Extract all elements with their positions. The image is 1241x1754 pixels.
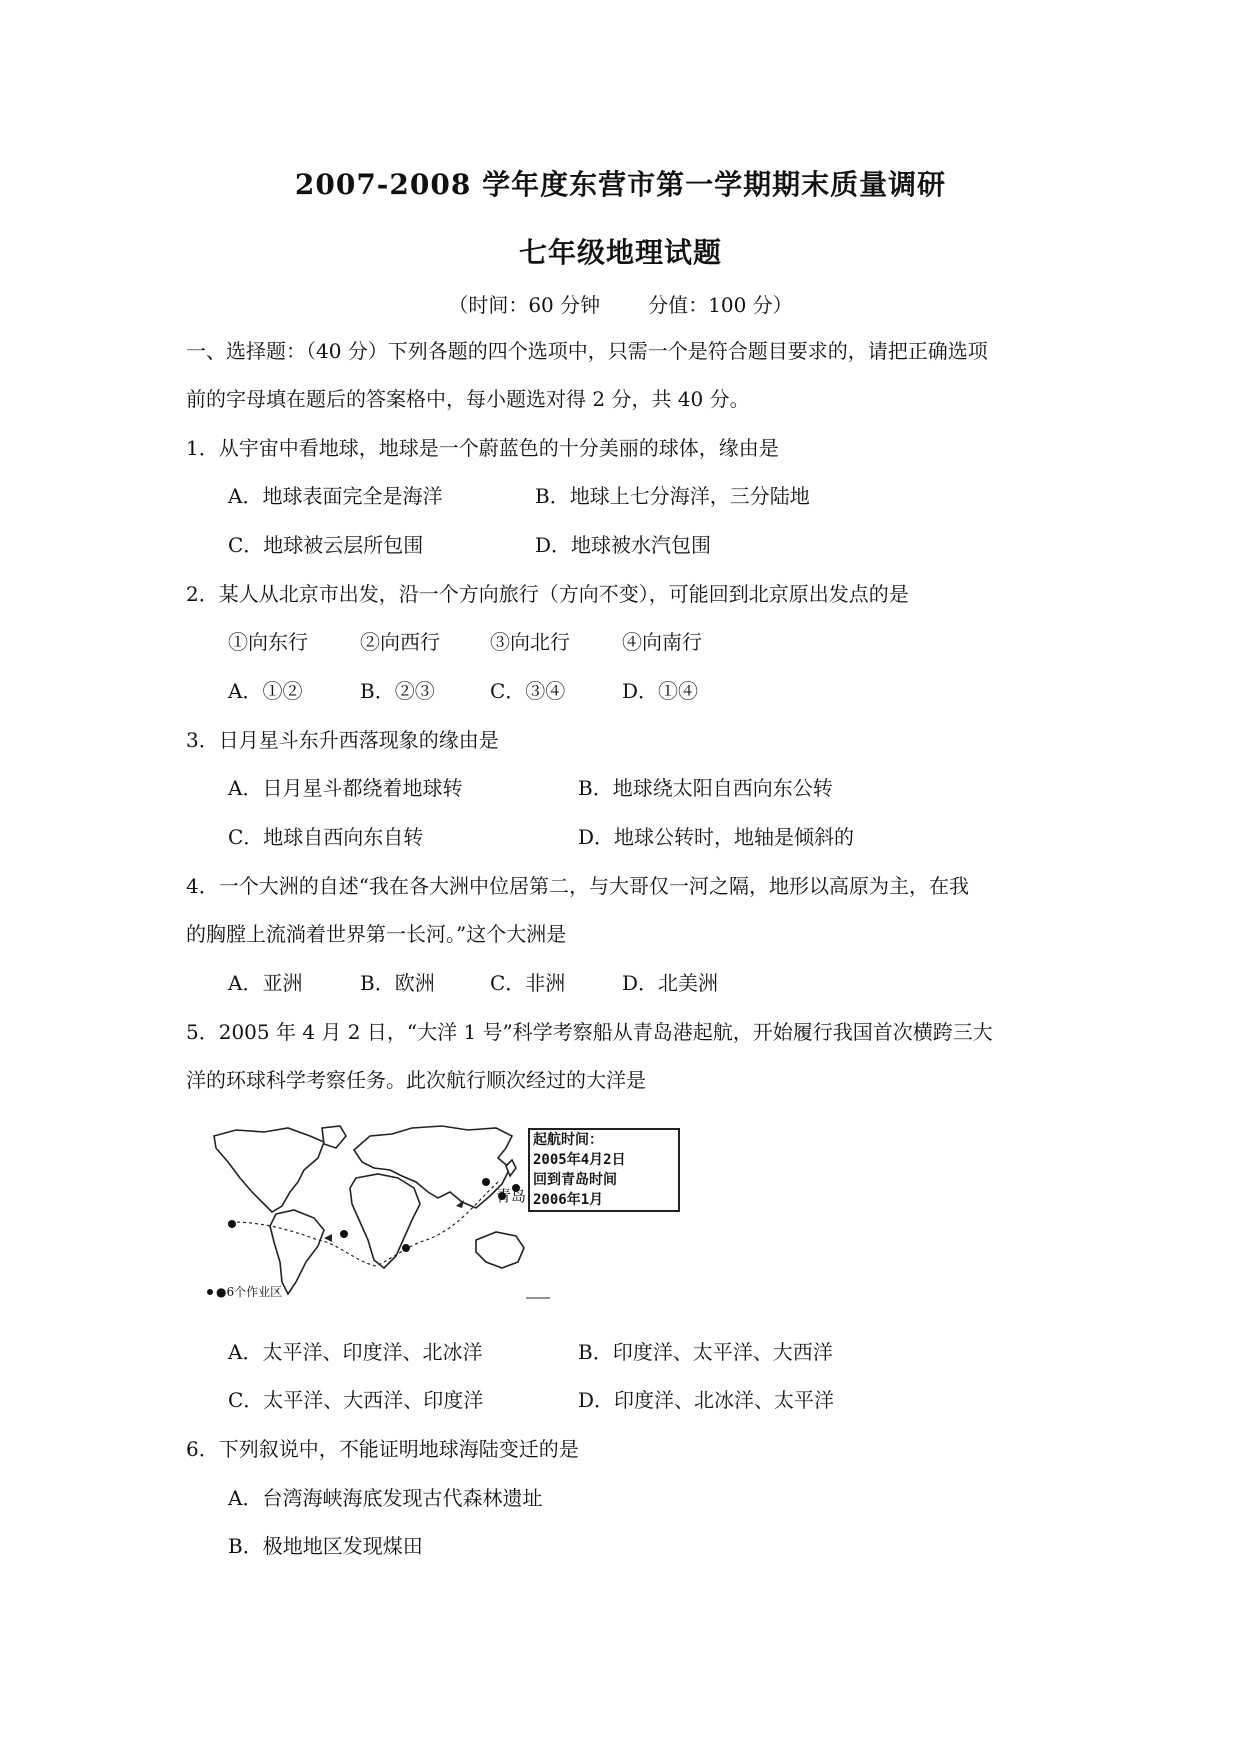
- question-1-stem: 1．从宇宙中看地球，地球是一个蔚蓝色的十分美丽的球体，缘由是: [186, 436, 779, 460]
- box-line-1: 起航时间：: [533, 1132, 603, 1148]
- question-2-choice-1: ①向东行: [228, 630, 308, 654]
- question-4-option-d: D．北美洲: [622, 971, 719, 995]
- question-3-stem: 3．日月星斗东升西落现象的缘由是: [186, 728, 499, 752]
- question-3-option-b: B．地球绕太阳自西向东公转: [578, 776, 833, 800]
- exam-subtitle: 七年级地理试题: [518, 236, 722, 269]
- exam-score: 分值：100 分）: [648, 293, 793, 317]
- question-2-stem: 2．某人从北京市出发，沿一个方向旅行（方向不变），可能回到北京原出发点的是: [186, 582, 909, 606]
- box-line-4: 2006年1月: [533, 1192, 604, 1208]
- question-2-choice-3: ③向北行: [490, 630, 570, 654]
- map-legend: ●6个作业区: [216, 1285, 283, 1299]
- question-4-option-c: C．非洲: [490, 971, 566, 995]
- question-5-stem-line1: 5．2005 年 4 月 2 日，“大洋 1 号”科学考察船从青岛港起航，开始履行我国首次横跨三大: [186, 1020, 993, 1044]
- question-4-option-a: A．亚洲: [228, 971, 303, 995]
- qingdao-label: 青岛: [496, 1187, 527, 1205]
- work-area-dot: [340, 1230, 348, 1238]
- africa-shape: [350, 1174, 420, 1268]
- australia-shape: [476, 1232, 524, 1268]
- exam-title: 2007-2008 学年度东营市第一学期期末质量调研: [294, 168, 947, 201]
- question-4-stem-line1: 4．一个大洲的自述“我在各大洲中位居第二，与大哥仅一河之隔，地形以高原为主，在我: [186, 874, 969, 898]
- question-4-option-b: B．欧洲: [360, 971, 435, 995]
- question-1-option-c: C．地球被云层所包围: [228, 533, 424, 557]
- question-3-option-d: D．地球公转时，地轴是倾斜的: [578, 825, 855, 849]
- question-1-option-b: B．地球上七分海洋，三分陆地: [535, 484, 810, 508]
- section-instruction-line2: 前的字母填在题后的答案格中，每小题选对得 2 分，共 40 分。: [186, 387, 750, 411]
- question-2-choice-4: ④向南行: [622, 630, 702, 654]
- box-line-3: 回到青岛时间: [533, 1172, 617, 1188]
- question-6-stem: 6．下列叙说中，不能证明地球海陆变迁的是: [186, 1437, 579, 1461]
- question-5-option-a: A．太平洋、印度洋、北冰洋: [228, 1340, 483, 1364]
- box-line-2: 2005年4月2日: [533, 1152, 626, 1168]
- work-area-dot: [482, 1178, 490, 1186]
- question-4-stem-line2: 的胸膛上流淌着世界第一长河。”这个大洲是: [186, 922, 567, 946]
- question-3-option-c: C．地球自西向东自转: [228, 825, 424, 849]
- exam-meta: [0, 289, 1241, 318]
- question-6-option-b: B．极地地区发现煤田: [228, 1534, 423, 1558]
- question-2-choice-2: ②向西行: [360, 630, 440, 654]
- question-5-stem-line2: 洋的环球科学考察任务。此次航行顺次经过的大洋是: [186, 1068, 646, 1092]
- question-2-option-a: A．①②: [228, 679, 303, 703]
- question-5-option-d: D．印度洋、北冰洋、太平洋: [578, 1388, 835, 1412]
- work-area-dot: [228, 1220, 236, 1228]
- route-arrow-2: [324, 1234, 332, 1242]
- north-america-shape: [214, 1128, 324, 1212]
- question-1-option-d: D．地球被水汽包围: [535, 533, 712, 557]
- question-2-option-d: D．①④: [622, 679, 699, 703]
- question-1-option-a: A．地球表面完全是海洋: [228, 484, 443, 508]
- legend-dot: [207, 1289, 213, 1295]
- question-5-option-c: C．太平洋、大西洋、印度洋: [228, 1388, 484, 1412]
- question-5-option-b: B．印度洋、太平洋、大西洋: [578, 1340, 833, 1364]
- question-2-option-c: C．③④: [490, 679, 566, 703]
- departure-info-box: [528, 1128, 680, 1212]
- work-area-dot: [402, 1244, 410, 1252]
- question-3-option-a: A．日月星斗都绕着地球转: [228, 776, 463, 800]
- question-6-option-a: A．台湾海峡海底发现古代森林遗址: [228, 1486, 543, 1510]
- exam-time: （时间：60 分钟: [448, 293, 601, 317]
- section-instruction-line1: 一、选择题：（40 分）下列各题的四个选项中，只需一个是符合题目要求的，请把正确选项: [186, 339, 988, 363]
- question-2-option-b: B．②③: [360, 679, 435, 703]
- greenland-shape: [322, 1126, 346, 1148]
- south-america-shape: [270, 1210, 324, 1294]
